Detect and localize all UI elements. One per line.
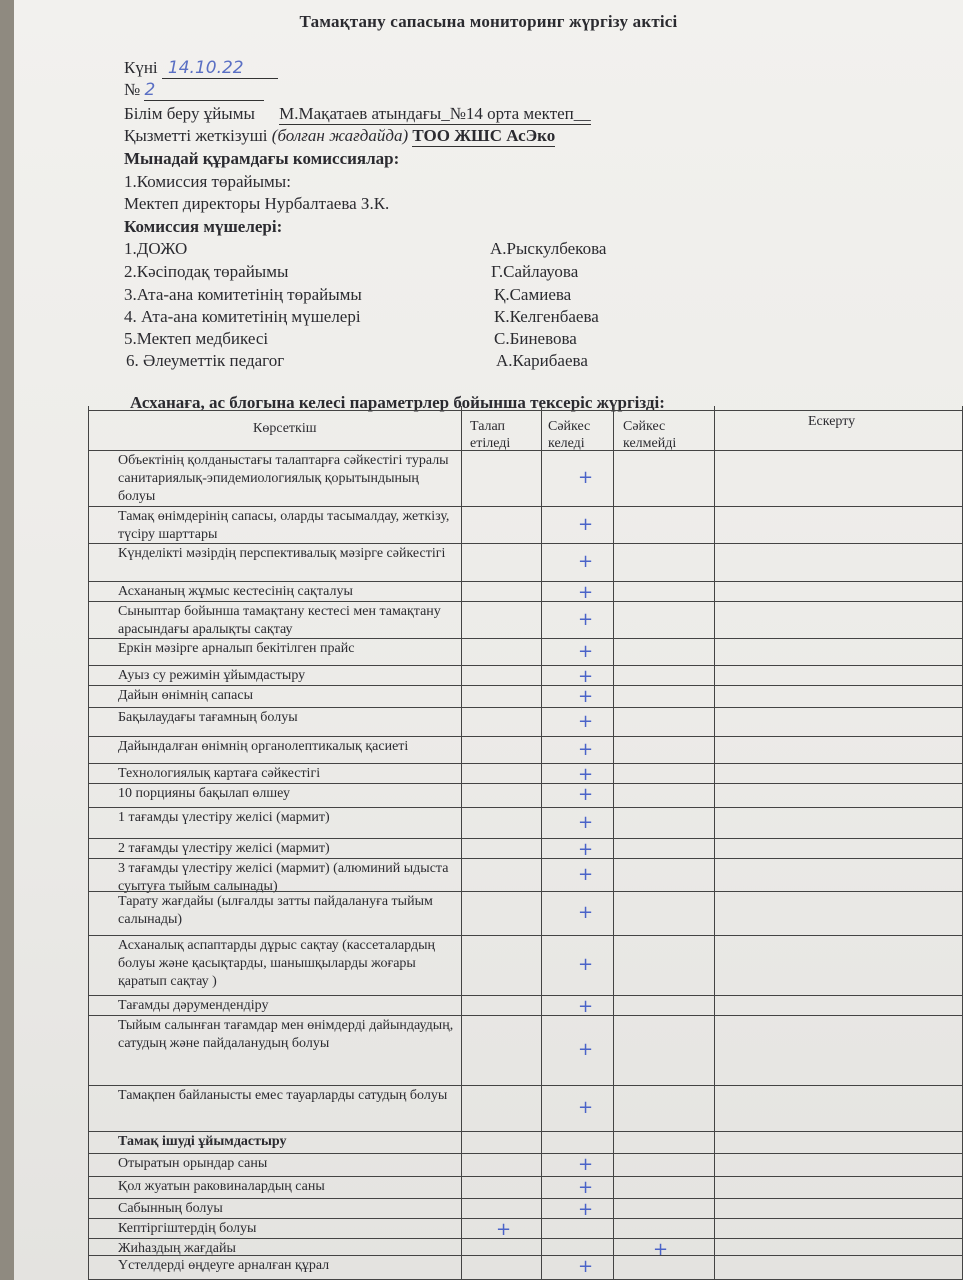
indicator-cell: Тамақ ішуді ұйымдастыру xyxy=(118,1134,287,1149)
check-mark: + xyxy=(578,764,594,785)
check-mark: + xyxy=(578,811,594,833)
check-mark: + xyxy=(578,1097,594,1118)
indicator-cell: Еркін мәзірге арналып бекітілген прайс xyxy=(118,641,355,656)
indicator-cell: 2 тағамды үлестіру желісі (мармит) xyxy=(118,841,330,856)
member-title: 5.Мектеп медбикесі xyxy=(124,329,269,348)
school-value: М.Мақатаев атындағы_№14 орта мектеп__ xyxy=(279,104,591,123)
document-title: Тамақтану сапасына мониторинг жүргізу актісі xyxy=(299,12,678,31)
check-mark: + xyxy=(578,1039,594,1060)
document-page xyxy=(14,0,963,1280)
check-mark: + xyxy=(578,996,594,1017)
school-line xyxy=(124,104,591,125)
check-mark: + xyxy=(578,784,594,805)
check-mark: + xyxy=(653,1239,669,1260)
indicator-cell: Қол жуатын раковиналардың саны xyxy=(118,1179,325,1194)
inspection-table-wrap xyxy=(88,406,963,1280)
table-row xyxy=(88,707,963,737)
table-row xyxy=(88,736,963,764)
indicator-cell: Объектінің қолданыстағы талаптарға сәйкестігі туралы санитариялық-эпидемиологиялық қорытындының болуы xyxy=(118,453,449,504)
column-header-mismatch: Сәйкес келмейді xyxy=(623,419,677,451)
check-mark: + xyxy=(578,902,594,923)
check-mark: + xyxy=(578,1199,594,1220)
check-mark: + xyxy=(578,551,594,572)
table-row xyxy=(88,1085,963,1132)
member-title: 3.Ата-ана комитетінің төрайымы xyxy=(124,285,362,304)
member-name: А.Карибаева xyxy=(496,351,588,370)
date-label: Күні xyxy=(124,58,158,77)
commission-heading: Мынадай құрамдағы комиссиялар: xyxy=(124,149,400,168)
indicator-cell: Асханалық аспаптарды дұрыс сақтау (кассеталардың болуы және қасықтарды, шанышқыларды жоғары қаратып сақтау ) xyxy=(118,938,436,989)
table-row xyxy=(88,1015,963,1086)
table-row xyxy=(88,783,963,808)
member-name: С.Биневова xyxy=(494,329,577,348)
indicator-cell: 3 тағамды үлестіру желісі (мармит) (алюминий ыдыста суытуға тыйым салынады) xyxy=(118,861,449,894)
indicator-cell: Үстелдерді өңдеуге арналған құрал xyxy=(118,1258,330,1273)
indicator-cell: Отыратын орындар саны xyxy=(118,1156,268,1171)
date-value: 14.10.22 xyxy=(167,58,244,78)
table-row xyxy=(88,763,963,784)
table-row xyxy=(88,995,963,1016)
table-row xyxy=(88,1255,963,1277)
provider-value: ТОО ЖШС АсЭко xyxy=(412,126,556,145)
check-mark: + xyxy=(578,710,594,732)
table-row xyxy=(88,1131,963,1154)
indicator-cell: Технологиялық картаға сәйкестігі xyxy=(118,766,321,781)
school-label: Білім беру ұйымы xyxy=(124,104,255,123)
date-line xyxy=(124,58,278,79)
inspection-table xyxy=(88,406,963,1280)
indicator-cell: Асхананың жұмыс кестесінің сақталуы xyxy=(118,584,353,599)
table-heading: Асханаға, ас блогына келесі параметрлер бойынша тексеріс жүргізді: xyxy=(130,393,665,412)
table-row xyxy=(88,858,963,892)
column-header-required: Талап етіледі xyxy=(470,419,511,451)
table-row xyxy=(88,935,963,996)
check-mark: + xyxy=(578,686,594,707)
indicator-cell: Бақылаудағы тағамның болуы xyxy=(118,710,298,725)
indicator-cell: Кептіргіштердің болуы xyxy=(118,1221,257,1236)
member-name: Г.Сайлауова xyxy=(491,262,579,281)
number-line xyxy=(124,80,264,101)
table-row xyxy=(88,1198,963,1219)
table-row xyxy=(88,1238,963,1260)
check-mark: + xyxy=(578,954,594,975)
member-name: К.Келгенбаева xyxy=(494,307,599,326)
check-mark: + xyxy=(578,839,594,860)
check-mark: + xyxy=(578,467,594,488)
chair-value: Мектеп директоры Нурбалтаева З.К. xyxy=(124,194,390,213)
table-row xyxy=(88,1218,963,1239)
table-row xyxy=(88,450,963,507)
members-heading: Комиссия мүшелері: xyxy=(124,217,283,236)
indicator-cell: Жиһаздың жағдайы xyxy=(118,1241,236,1256)
number-label: № xyxy=(124,80,141,99)
table-row xyxy=(88,601,963,639)
provider-line xyxy=(124,126,555,147)
indicator-cell: Тағамды дәрумендендіру xyxy=(118,998,269,1013)
check-mark: + xyxy=(578,666,594,687)
chair-label: 1.Комиссия төрайымы: xyxy=(124,172,291,191)
check-mark: + xyxy=(578,608,594,630)
provider-label: Қызметті жеткізуші xyxy=(124,126,268,145)
table-row xyxy=(88,807,963,839)
indicator-cell: Дайын өнімнің сапасы xyxy=(118,688,254,703)
member-title: 6. Әлеуметтік педагог xyxy=(126,351,285,370)
indicator-cell: Сабынның болуы xyxy=(118,1201,223,1216)
check-mark: + xyxy=(578,1177,594,1198)
table-row xyxy=(88,1176,963,1199)
table-row xyxy=(88,543,963,582)
table-row xyxy=(88,665,963,686)
member-name: А.Рыскулбекова xyxy=(490,239,607,258)
indicator-cell: Дайындалған өнімнің органолептикалық қасиеті xyxy=(118,739,409,754)
indicator-cell: Сыныптар бойынша тамақтану кестесі мен тамақтану арасындағы аралықты сақтау xyxy=(118,604,441,637)
member-title: 4. Ата-ана комитетінің мүшелері xyxy=(124,307,361,326)
number-value: 2 xyxy=(144,80,156,100)
table-row xyxy=(88,506,963,544)
indicator-cell: 10 порцияны бақылап өлшеу xyxy=(118,786,290,801)
member-name: Қ.Самиева xyxy=(494,285,572,304)
member-title: 2.Кәсіподақ төрайымы xyxy=(124,262,289,281)
check-mark: + xyxy=(578,738,594,760)
provider-note: (болған жағдайда) xyxy=(271,126,409,145)
member-title: 1.ДОЖО xyxy=(124,239,188,258)
table-row xyxy=(88,581,963,602)
column-header-indicator: Көрсеткіш xyxy=(253,421,317,436)
check-mark: + xyxy=(578,640,594,662)
check-mark: + xyxy=(578,513,594,535)
indicator-cell: Тарату жағдайы (ылғалды затты пайдалануға тыйым салынады) xyxy=(118,894,433,927)
indicator-cell: Тамақпен байланысты емес тауарларды сатудың болуы xyxy=(118,1088,448,1103)
indicator-cell: Күнделікті мәзірдің перспективалық мәзірге сәйкестігі xyxy=(118,546,446,561)
check-mark: + xyxy=(496,1219,512,1240)
indicator-cell: Ауыз су режимін ұйымдастыру xyxy=(118,668,306,683)
table-row xyxy=(88,838,963,859)
table-row xyxy=(88,685,963,708)
check-mark: + xyxy=(578,863,594,885)
check-mark: + xyxy=(578,1154,594,1175)
table-header-row xyxy=(88,410,963,451)
indicator-cell: Тамақ өнімдерінің сапасы, оларды тасымалдау, жеткізу, түсіру шарттары xyxy=(118,509,450,542)
table-row xyxy=(88,891,963,936)
check-mark: + xyxy=(578,582,594,603)
column-header-note: Ескерту xyxy=(808,414,856,429)
table-row xyxy=(88,638,963,666)
indicator-cell: Тыйым салынған тағамдар мен өнімдерді дайындаудың, сатудың және пайдаланудың болуы xyxy=(118,1018,454,1051)
indicator-cell: 1 тағамды үлестіру желісі (мармит) xyxy=(118,810,330,825)
column-header-match: Сәйкес келеді xyxy=(548,419,591,451)
check-mark: + xyxy=(578,1256,594,1277)
table-row xyxy=(88,1153,963,1177)
